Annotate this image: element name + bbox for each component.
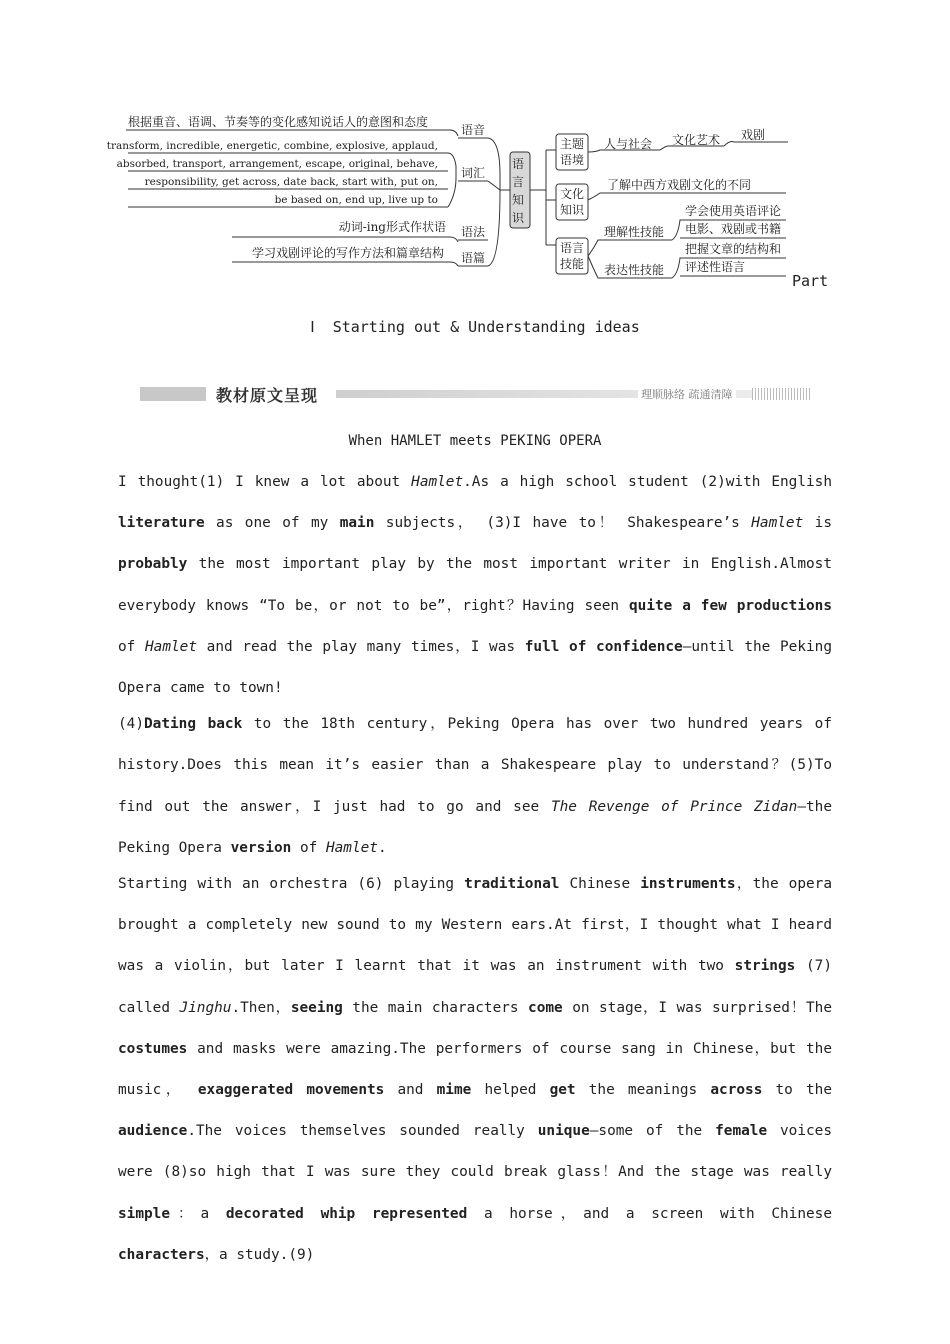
text-run: a horse，and a screen with Chinese <box>467 1205 832 1222</box>
text-run: to the 18th century，Peking Opera has over two hundred years of history.Does this mean it’s easier than a Shakespeare play to understand？(5)To find out the answer，I just had to go and see <box>118 716 832 815</box>
bold-term: get <box>549 1082 576 1099</box>
bold-term: across <box>710 1082 763 1099</box>
mindmap-right-item: 文化艺术 <box>672 133 721 147</box>
bold-term: exaggerated movements <box>197 1082 385 1099</box>
bold-term: version <box>230 839 292 856</box>
bold-term: characters <box>118 1246 205 1263</box>
text-run: ，a study.(9) <box>204 1246 315 1263</box>
text-run: .Then， <box>231 999 291 1016</box>
text-run: is <box>803 515 832 532</box>
article-title: When HAMLET meets PEKING OPERA <box>348 433 602 449</box>
mindmap-left-item: be based on, end up, live up to <box>274 194 438 206</box>
italic-title: Hamlet <box>751 515 804 532</box>
text-run: of <box>118 638 146 655</box>
mindmap-left-item: 根据重音、语调、节奏等的变化感知说话人的意图和态度 <box>128 115 429 129</box>
text-run: I thought(1) I knew a lot about <box>118 474 412 490</box>
bold-term: instruments <box>640 876 736 893</box>
mindmap-right-item: 把握文章的结构和 <box>685 242 782 256</box>
text-run: the main characters <box>342 999 529 1016</box>
mindmap-right-item: 学会使用英语评论 <box>685 204 782 218</box>
mindmap-group-label: 主题语境 <box>559 137 585 167</box>
bold-term: costumes <box>118 1040 188 1057</box>
mindmap-group-label: 文化知识 <box>559 187 585 217</box>
article-paragraph <box>118 462 832 709</box>
mindmap-category: 语法 <box>461 225 486 239</box>
part-title-text: Starting out & Understanding ideas <box>332 318 640 336</box>
mindmap-right-item: 电影、戏剧或书籍 <box>685 222 782 236</box>
mindmap-right-item: 人与社会 <box>604 137 653 151</box>
bold-term: quite a few productions <box>629 597 832 614</box>
mindmap-right-item: 戏剧 <box>741 128 766 142</box>
mindmap-left-item: 学习戏剧评论的写作方法和篇章结构 <box>251 246 444 260</box>
article-paragraph <box>118 864 832 1276</box>
part-label: Part <box>792 272 829 290</box>
article-paragraph <box>118 704 832 869</box>
bold-term: probably <box>118 556 188 573</box>
bold-term: simple <box>118 1205 170 1222</box>
mindmap-sub-label: 表达性技能 <box>604 263 665 277</box>
mind-map <box>0 0 950 300</box>
mindmap-center-label: 语言知识 <box>511 157 529 225</box>
bold-term: traditional <box>464 876 560 893</box>
mindmap-right-item: 评述性语言 <box>685 260 746 274</box>
banner-bar-left <box>140 387 206 401</box>
text-run: and read the play many times，I was <box>197 638 525 655</box>
text-run: ，the opera brought a completely new sound to my Western ears.At first，I thought what I heard was a violin，but later I learnt that it was an instrument with two <box>118 876 832 975</box>
text-run: voices were (8)so high that I was sure they could break glass！And the stage was really <box>118 1123 832 1181</box>
article-body <box>118 462 832 1276</box>
text-run: to the <box>762 1082 832 1099</box>
text-run: the most important play by the most important writer in English.Almost everybody knows “To be，or not to be”，right？Having seen <box>118 556 832 614</box>
text-run: (7) called <box>118 958 832 1016</box>
text-run: —some of the <box>589 1123 716 1140</box>
banner-bar-end <box>752 388 812 400</box>
mindmap-group-label: 语言技能 <box>559 241 585 271</box>
text-run: and masks were amazing.The performers of course sang in Chinese，but the music， <box>118 1040 832 1099</box>
text-run: .As a high school student (2)with English <box>463 474 832 490</box>
bold-term: strings <box>734 958 796 975</box>
bold-term: decorated whip represented <box>225 1205 468 1222</box>
mindmap-category: 语篇 <box>461 251 486 265</box>
bold-term: Dating back <box>144 716 243 733</box>
text-run: as one of my <box>204 515 340 532</box>
text-run: ：a <box>169 1205 226 1222</box>
text-run: of <box>291 839 326 856</box>
italic-title: Hamlet <box>411 474 464 490</box>
text-run: on stage，I was surprised！The <box>562 999 832 1016</box>
text-run: the meanings <box>575 1082 711 1099</box>
bold-term: full of confidence <box>524 638 683 655</box>
text-run: —until the Peking Opera came to town! <box>118 638 832 697</box>
text-run: .The voices themselves sounded really <box>187 1123 538 1140</box>
mindmap-left-item: absorbed, transport, arrangement, escape, original, behave, <box>116 158 438 170</box>
text-run: Chinese <box>559 876 641 893</box>
bold-term: main <box>339 515 375 532</box>
italic-title: Hamlet <box>145 638 197 655</box>
bold-term: seeing <box>290 999 343 1016</box>
part-title <box>0 318 950 336</box>
italic-title: Hamlet <box>325 839 378 856</box>
mindmap-left-item: 动词-ing形式作状语 <box>338 220 446 234</box>
section-banner <box>140 383 812 405</box>
mindmap-left-item: transform, incredible, energetic, combine, explosive, applaud, <box>106 140 438 152</box>
bold-term: literature <box>118 515 205 532</box>
bold-term: female <box>715 1123 768 1140</box>
text-run: . <box>377 839 387 856</box>
banner-subtitle: 理顺脉络 疏通清障 <box>638 386 736 402</box>
text-run: helped <box>471 1082 550 1099</box>
text-run: subjects， (3)I have to！ Shakespeare’s <box>374 515 752 532</box>
text-run: (4) <box>118 716 144 733</box>
italic-title: The Revenge of Prince Zidan <box>550 798 798 815</box>
part-numeral: Ⅰ <box>310 318 315 336</box>
bold-term: mime <box>436 1082 472 1099</box>
mindmap-category: 词汇 <box>461 166 486 180</box>
banner-title: 教材原文呈现 <box>212 383 322 406</box>
mindmap-sub-label: 理解性技能 <box>604 225 665 239</box>
bold-term: audience <box>118 1123 188 1140</box>
bold-term: unique <box>537 1123 590 1140</box>
italic-title: Jinghu <box>179 999 232 1016</box>
mindmap-left-item: responsibility, get across, date back, start with, put on, <box>144 176 438 188</box>
text-run: —the Peking Opera <box>118 798 832 856</box>
mindmap-category: 语音 <box>461 123 486 137</box>
text-run: Starting with an orchestra (6) playing <box>118 876 465 893</box>
bold-term: come <box>528 999 563 1016</box>
text-run: and <box>384 1082 437 1099</box>
mindmap-right-item: 了解中西方戏剧文化的不同 <box>607 178 752 192</box>
